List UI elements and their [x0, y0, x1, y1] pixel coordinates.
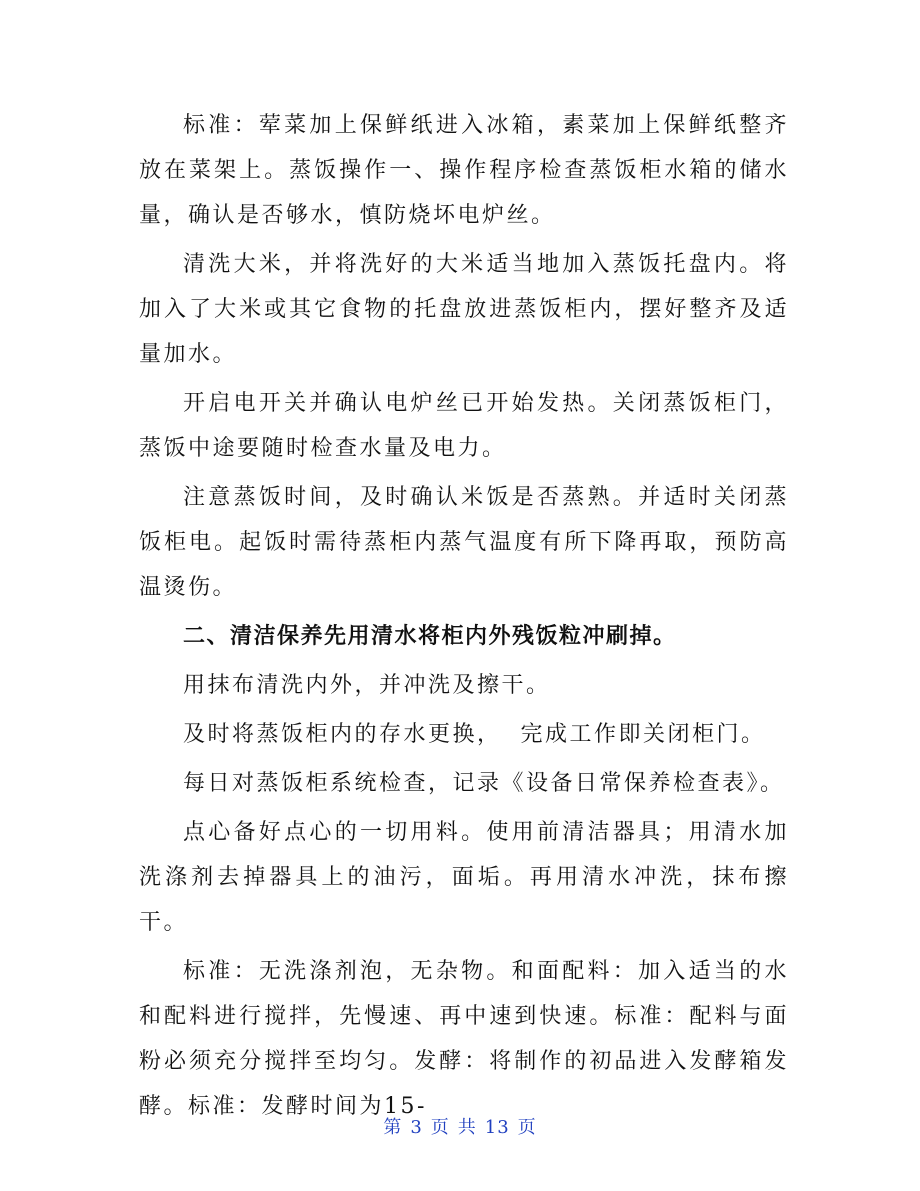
footer-total-pages: 13 [484, 1117, 510, 1138]
paragraph-4: 注意蒸饭时间，及时确认米饭是否蒸熟。并适时关闭蒸饭柜电。起饭时需待蒸柜内蒸气温度有所下降再取，预防高温烫伤。 [139, 485, 789, 600]
paragraph-9: 点心备好点心的一切用料。使用前清洁器具；用清水加洗涤剂去掉器具上的油污，面垢。再用清水冲洗，抹布擦干。 [139, 820, 789, 935]
paragraph-1: 标准：荤菜加上保鲜纸进入冰箱，素菜加上保鲜纸整齐放在菜架上。蒸饭操作一、操作程序检查蒸饭柜水箱的储水量，确认是否够水，慎防烧坏电炉丝。 [139, 113, 789, 228]
paragraph-10: 标准：无洗涤剂泡，无杂物。和面配料：加入适当的水和配料进行搅拌，先慢速、再中速到快速。标准：配料与面粉必须充分搅拌至均匀。发酵：将制作的初品进入发酵箱发酵。标准：发酵时间为15- [139, 959, 789, 1119]
section-heading: 二、清洁保养先用清水将柜内外残饭粒冲刷掉。 [183, 623, 677, 649]
footer-current-page: 3 [410, 1117, 423, 1138]
document-body [139, 103, 789, 1133]
footer-total-prefix: 共 [457, 1117, 477, 1138]
paragraph-2: 清洗大米，并将洗好的大米适当地加入蒸饭托盘内。将加入了大米或其它食物的托盘放进蒸饭柜内，摆好整齐及适量加水。 [139, 252, 789, 367]
paragraph-6: 用抹布清洗内外，并冲洗及擦干。 [183, 673, 551, 698]
footer-page-unit: 页 [430, 1117, 450, 1138]
paragraph-8: 每日对蒸饭柜系统检查，记录《设备日常保养检查表》。 [183, 771, 785, 796]
paragraph-7: 及时将蒸饭柜内的存水更换， 完成工作即关闭柜门。 [183, 722, 766, 747]
footer-prefix: 第 [383, 1117, 403, 1138]
footer-total-unit: 页 [517, 1117, 537, 1138]
page-footer [0, 1113, 920, 1139]
paragraph-3: 开启电开关并确认电炉丝已开始发热。关闭蒸饭柜门，蒸饭中途要随时检查水量及电力。 [139, 391, 789, 461]
